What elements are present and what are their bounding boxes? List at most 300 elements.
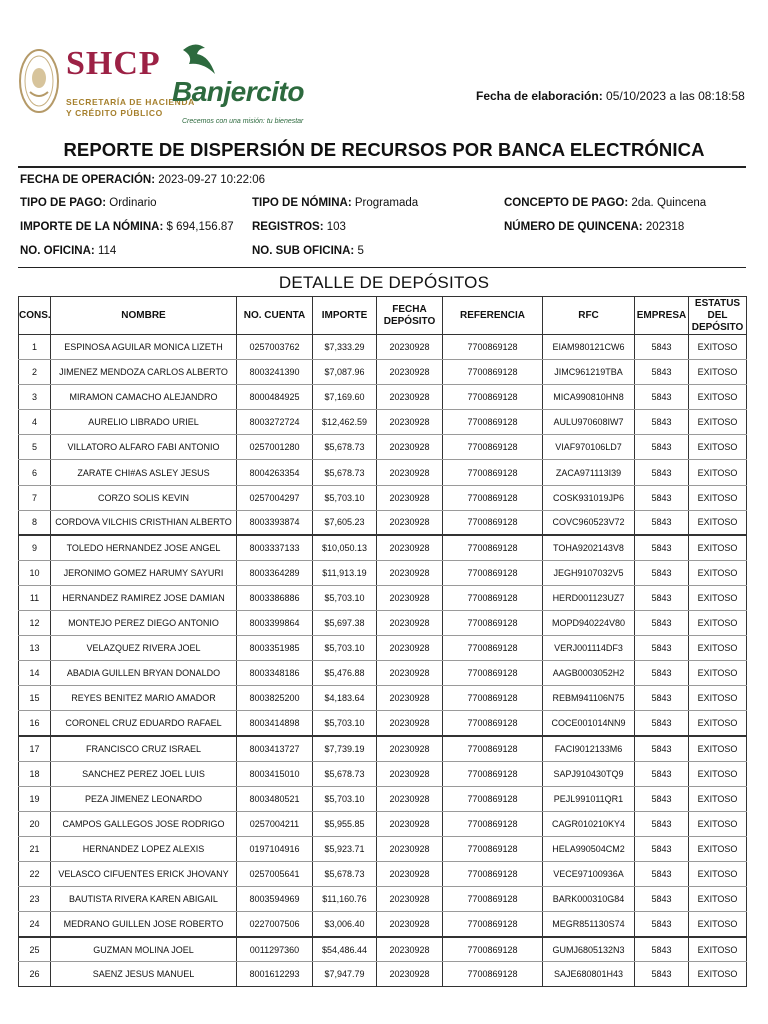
table-row <box>19 736 747 761</box>
cell-nombre: VELASCO CIFUENTES ERICK JHOVANY <box>51 861 237 886</box>
cell-rfc: GUMJ6805132N3 <box>543 937 635 962</box>
tipo-nomina-label: TIPO DE NÓMINA: <box>252 197 352 209</box>
cell-importe: $7,605.23 <box>313 510 377 535</box>
cell-cons: 24 <box>19 912 51 937</box>
no-oficina <box>20 245 116 257</box>
registros-value: 103 <box>326 221 346 233</box>
cell-estatus: EXITOSO <box>689 811 747 836</box>
tipo-nomina <box>252 197 418 209</box>
cell-rfc: COCE001014NN9 <box>543 711 635 736</box>
cell-estatus: EXITOSO <box>689 711 747 736</box>
numero-quincena-label: NÚMERO DE QUINCENA: <box>504 221 643 233</box>
tipo-pago-value: Ordinario <box>109 197 157 209</box>
cell-nombre: HERNANDEZ RAMIREZ JOSE DAMIAN <box>51 585 237 610</box>
cell-cons: 20 <box>19 811 51 836</box>
cell-cuenta: 8003393874 <box>237 510 313 535</box>
cell-empresa: 5843 <box>635 937 689 962</box>
cell-fecha: 20230928 <box>377 912 443 937</box>
deposits-table <box>18 296 747 987</box>
cell-referencia: 7700869128 <box>443 611 543 636</box>
cell-cuenta: 0257003762 <box>237 335 313 360</box>
cell-referencia: 7700869128 <box>443 360 543 385</box>
cell-estatus: EXITOSO <box>689 937 747 962</box>
cell-importe: $7,169.60 <box>313 385 377 410</box>
cell-fecha: 20230928 <box>377 811 443 836</box>
cell-importe: $5,703.10 <box>313 711 377 736</box>
col-fecha-line1: FECHA <box>392 303 427 315</box>
cell-rfc: COVC960523V72 <box>543 510 635 535</box>
no-oficina-label: NO. OFICINA: <box>20 245 95 257</box>
cell-empresa: 5843 <box>635 962 689 987</box>
cell-fecha: 20230928 <box>377 560 443 585</box>
cell-referencia: 7700869128 <box>443 535 543 560</box>
cell-fecha: 20230928 <box>377 887 443 912</box>
cell-estatus: EXITOSO <box>689 535 747 560</box>
cell-referencia: 7700869128 <box>443 661 543 686</box>
info-divider <box>18 267 746 268</box>
concepto-pago <box>504 197 706 209</box>
cell-estatus: EXITOSO <box>689 861 747 886</box>
cell-nombre: SAENZ JESUS MANUEL <box>51 962 237 987</box>
table-row <box>19 962 747 987</box>
cell-rfc: JIMC961219TBA <box>543 360 635 385</box>
concepto-pago-label: CONCEPTO DE PAGO: <box>504 197 629 209</box>
cell-empresa: 5843 <box>635 836 689 861</box>
cell-cons: 26 <box>19 962 51 987</box>
cell-importe: $5,703.10 <box>313 786 377 811</box>
cell-nombre: CORONEL CRUZ EDUARDO RAFAEL <box>51 711 237 736</box>
col-estatus-line1: ESTATUS DEL <box>694 297 741 321</box>
table-row <box>19 535 747 560</box>
table-header-row <box>19 297 747 335</box>
table-row <box>19 836 747 861</box>
col-fecha <box>377 297 443 335</box>
cell-referencia: 7700869128 <box>443 335 543 360</box>
registros-label: REGISTROS: <box>252 221 324 233</box>
cell-fecha: 20230928 <box>377 335 443 360</box>
cell-referencia: 7700869128 <box>443 711 543 736</box>
cell-fecha: 20230928 <box>377 360 443 385</box>
cell-referencia: 7700869128 <box>443 560 543 585</box>
cell-empresa: 5843 <box>635 435 689 460</box>
cell-cuenta: 0257005641 <box>237 861 313 886</box>
page-header <box>0 0 768 130</box>
cell-cuenta: 8003415010 <box>237 761 313 786</box>
cell-fecha: 20230928 <box>377 535 443 560</box>
cell-estatus: EXITOSO <box>689 686 747 711</box>
cell-empresa: 5843 <box>635 485 689 510</box>
title-divider <box>18 166 746 168</box>
table-row <box>19 510 747 535</box>
table-row <box>19 811 747 836</box>
cell-cons: 13 <box>19 636 51 661</box>
cell-nombre: PEZA JIMENEZ LEONARDO <box>51 786 237 811</box>
cell-nombre: FRANCISCO CRUZ ISRAEL <box>51 736 237 761</box>
cell-referencia: 7700869128 <box>443 410 543 435</box>
numero-quincena-value: 202318 <box>645 221 685 233</box>
cell-empresa: 5843 <box>635 861 689 886</box>
cell-cuenta: 8003386886 <box>237 585 313 610</box>
cell-referencia: 7700869128 <box>443 636 543 661</box>
cell-importe: $5,678.73 <box>313 861 377 886</box>
table-row <box>19 636 747 661</box>
cell-estatus: EXITOSO <box>689 435 747 460</box>
cell-nombre: AURELIO LIBRADO URIEL <box>51 410 237 435</box>
cell-fecha: 20230928 <box>377 937 443 962</box>
cell-estatus: EXITOSO <box>689 661 747 686</box>
cell-empresa: 5843 <box>635 686 689 711</box>
col-empresa: EMPRESA <box>635 297 689 335</box>
cell-cons: 6 <box>19 460 51 485</box>
numero-quincena <box>504 221 684 233</box>
cell-estatus: EXITOSO <box>689 962 747 987</box>
banjercito-slogan: Crecemos con una misión: tu bienestar <box>182 118 304 125</box>
table-row <box>19 460 747 485</box>
cell-estatus: EXITOSO <box>689 360 747 385</box>
cell-empresa: 5843 <box>635 811 689 836</box>
cell-cuenta: 0257001280 <box>237 435 313 460</box>
cell-cuenta: 8003272724 <box>237 410 313 435</box>
cell-referencia: 7700869128 <box>443 435 543 460</box>
cell-estatus: EXITOSO <box>689 510 747 535</box>
cell-cuenta: 8004263354 <box>237 460 313 485</box>
cell-cuenta: 8003348186 <box>237 661 313 686</box>
cell-estatus: EXITOSO <box>689 485 747 510</box>
cell-rfc: COSK931019JP6 <box>543 485 635 510</box>
cell-empresa: 5843 <box>635 335 689 360</box>
cell-rfc: MICA990810HN8 <box>543 385 635 410</box>
cell-cons: 12 <box>19 611 51 636</box>
cell-fecha: 20230928 <box>377 761 443 786</box>
cell-cuenta: 8003399864 <box>237 611 313 636</box>
table-row <box>19 887 747 912</box>
cell-importe: $7,087.96 <box>313 360 377 385</box>
cell-cons: 2 <box>19 360 51 385</box>
cell-importe: $5,697.38 <box>313 611 377 636</box>
cell-empresa: 5843 <box>635 887 689 912</box>
cell-nombre: CAMPOS GALLEGOS JOSE RODRIGO <box>51 811 237 836</box>
concepto-pago-value: 2da. Quincena <box>631 197 707 209</box>
cell-empresa: 5843 <box>635 912 689 937</box>
no-sub-oficina <box>252 245 364 257</box>
cell-nombre: TOLEDO HERNANDEZ JOSE ANGEL <box>51 535 237 560</box>
cell-rfc: FACI9012133M6 <box>543 736 635 761</box>
cell-cuenta: 0197104916 <box>237 836 313 861</box>
cell-importe: $5,703.10 <box>313 485 377 510</box>
cell-cons: 17 <box>19 736 51 761</box>
cell-nombre: JERONIMO GOMEZ HARUMY SAYURI <box>51 560 237 585</box>
cell-importe: $54,486.44 <box>313 937 377 962</box>
cell-empresa: 5843 <box>635 560 689 585</box>
table-row <box>19 585 747 610</box>
shcp-subtitle-line1: SECRETARÍA DE HACIENDA <box>66 97 195 107</box>
cell-cuenta: 8003364289 <box>237 560 313 585</box>
cell-rfc: SAJE680801H43 <box>543 962 635 987</box>
cell-importe: $7,739.19 <box>313 736 377 761</box>
table-row <box>19 861 747 886</box>
cell-estatus: EXITOSO <box>689 887 747 912</box>
cell-cons: 25 <box>19 937 51 962</box>
cell-empresa: 5843 <box>635 611 689 636</box>
cell-rfc: HELA990504CM2 <box>543 836 635 861</box>
cell-nombre: CORDOVA VILCHIS CRISTHIAN ALBERTO <box>51 510 237 535</box>
cell-fecha: 20230928 <box>377 711 443 736</box>
cell-importe: $5,678.73 <box>313 435 377 460</box>
shcp-logo-text: SHCP <box>66 45 161 82</box>
col-importe: IMPORTE <box>313 297 377 335</box>
table-row <box>19 912 747 937</box>
cell-fecha: 20230928 <box>377 836 443 861</box>
cell-fecha: 20230928 <box>377 686 443 711</box>
cell-fecha: 20230928 <box>377 786 443 811</box>
cell-fecha: 20230928 <box>377 661 443 686</box>
tipo-pago <box>20 197 157 209</box>
cell-cuenta: 8001612293 <box>237 962 313 987</box>
cell-rfc: PEJL991011QR1 <box>543 786 635 811</box>
col-referencia: REFERENCIA <box>443 297 543 335</box>
cell-estatus: EXITOSO <box>689 912 747 937</box>
shcp-subtitle-line2: Y CRÉDITO PÚBLICO <box>66 108 163 118</box>
cell-importe: $11,160.76 <box>313 887 377 912</box>
cell-estatus: EXITOSO <box>689 736 747 761</box>
cell-rfc: REBM941106N75 <box>543 686 635 711</box>
cell-referencia: 7700869128 <box>443 937 543 962</box>
cell-cons: 7 <box>19 485 51 510</box>
fecha-operacion-value: 2023-09-27 10:22:06 <box>158 174 266 186</box>
cell-rfc: SAPJ910430TQ9 <box>543 761 635 786</box>
cell-cons: 1 <box>19 335 51 360</box>
cell-cons: 3 <box>19 385 51 410</box>
cell-rfc: MEGR851130S74 <box>543 912 635 937</box>
cell-empresa: 5843 <box>635 585 689 610</box>
cell-referencia: 7700869128 <box>443 912 543 937</box>
cell-referencia: 7700869128 <box>443 861 543 886</box>
cell-cuenta: 8003825200 <box>237 686 313 711</box>
col-estatus-line2: DEPÓSITO <box>691 321 744 333</box>
cell-referencia: 7700869128 <box>443 686 543 711</box>
cell-empresa: 5843 <box>635 761 689 786</box>
cell-estatus: EXITOSO <box>689 636 747 661</box>
col-estatus <box>689 297 747 335</box>
cell-cons: 9 <box>19 535 51 560</box>
cell-empresa: 5843 <box>635 510 689 535</box>
table-row <box>19 385 747 410</box>
cell-importe: $5,703.10 <box>313 636 377 661</box>
cell-cons: 11 <box>19 585 51 610</box>
cell-cons: 19 <box>19 786 51 811</box>
cell-fecha: 20230928 <box>377 510 443 535</box>
fecha-operacion <box>20 174 265 186</box>
elaboration-value: 05/10/2023 a las 08:18:58 <box>606 89 745 103</box>
cell-nombre: REYES BENITEZ MARIO AMADOR <box>51 686 237 711</box>
mexico-seal-icon <box>18 48 60 114</box>
table-row <box>19 560 747 585</box>
cell-fecha: 20230928 <box>377 736 443 761</box>
cell-rfc: TOHA9202143V8 <box>543 535 635 560</box>
cell-estatus: EXITOSO <box>689 335 747 360</box>
cell-referencia: 7700869128 <box>443 485 543 510</box>
banjercito-bird-icon <box>175 40 225 80</box>
cell-rfc: AAGB0003052H2 <box>543 661 635 686</box>
table-row <box>19 360 747 385</box>
cell-empresa: 5843 <box>635 460 689 485</box>
table-row <box>19 937 747 962</box>
importe-nomina <box>20 221 234 233</box>
cell-cuenta: 0257004297 <box>237 485 313 510</box>
cell-importe: $5,678.73 <box>313 460 377 485</box>
cell-fecha: 20230928 <box>377 611 443 636</box>
cell-empresa: 5843 <box>635 385 689 410</box>
cell-nombre: MIRAMON CAMACHO ALEJANDRO <box>51 385 237 410</box>
cell-cons: 21 <box>19 836 51 861</box>
cell-cuenta: 8003480521 <box>237 786 313 811</box>
cell-rfc: MOPD940224V80 <box>543 611 635 636</box>
table-row <box>19 435 747 460</box>
table-row <box>19 485 747 510</box>
cell-nombre: MEDRANO GUILLEN JOSE ROBERTO <box>51 912 237 937</box>
cell-empresa: 5843 <box>635 535 689 560</box>
cell-importe: $10,050.13 <box>313 535 377 560</box>
cell-rfc: EIAM980121CW6 <box>543 335 635 360</box>
tipo-pago-label: TIPO DE PAGO: <box>20 197 107 209</box>
tipo-nomina-value: Programada <box>354 197 419 209</box>
col-rfc: RFC <box>543 297 635 335</box>
cell-nombre: GUZMAN MOLINA JOEL <box>51 937 237 962</box>
cell-rfc: BARK000310G84 <box>543 887 635 912</box>
cell-referencia: 7700869128 <box>443 510 543 535</box>
cell-cons: 16 <box>19 711 51 736</box>
cell-cons: 18 <box>19 761 51 786</box>
no-sub-oficina-label: NO. SUB OFICINA: <box>252 245 355 257</box>
cell-nombre: JIMENEZ MENDOZA CARLOS ALBERTO <box>51 360 237 385</box>
cell-referencia: 7700869128 <box>443 962 543 987</box>
cell-fecha: 20230928 <box>377 636 443 661</box>
importe-nomina-label: IMPORTE DE LA NÓMINA: <box>20 221 164 233</box>
cell-nombre: MONTEJO PEREZ DIEGO ANTONIO <box>51 611 237 636</box>
no-oficina-value: 114 <box>97 245 117 257</box>
registros <box>252 221 346 233</box>
cell-referencia: 7700869128 <box>443 460 543 485</box>
cell-estatus: EXITOSO <box>689 611 747 636</box>
cell-cons: 15 <box>19 686 51 711</box>
cell-nombre: HERNANDEZ LOPEZ ALEXIS <box>51 836 237 861</box>
table-row <box>19 410 747 435</box>
cell-cuenta: 8000484925 <box>237 385 313 410</box>
cell-fecha: 20230928 <box>377 385 443 410</box>
table-row <box>19 661 747 686</box>
table-row <box>19 611 747 636</box>
cell-empresa: 5843 <box>635 636 689 661</box>
cell-estatus: EXITOSO <box>689 560 747 585</box>
cell-cuenta: 0011297360 <box>237 937 313 962</box>
cell-cuenta: 8003337133 <box>237 535 313 560</box>
cell-rfc: VECE97100936A <box>543 861 635 886</box>
cell-cuenta: 8003594969 <box>237 887 313 912</box>
cell-importe: $5,955.85 <box>313 811 377 836</box>
cell-empresa: 5843 <box>635 360 689 385</box>
cell-referencia: 7700869128 <box>443 585 543 610</box>
cell-empresa: 5843 <box>635 661 689 686</box>
cell-cons: 4 <box>19 410 51 435</box>
cell-rfc: HERD001123UZ7 <box>543 585 635 610</box>
cell-cons: 5 <box>19 435 51 460</box>
cell-empresa: 5843 <box>635 711 689 736</box>
cell-cons: 8 <box>19 510 51 535</box>
cell-referencia: 7700869128 <box>443 887 543 912</box>
table-row <box>19 786 747 811</box>
cell-nombre: VELAZQUEZ RIVERA JOEL <box>51 636 237 661</box>
cell-importe: $7,333.29 <box>313 335 377 360</box>
cell-fecha: 20230928 <box>377 861 443 886</box>
cell-empresa: 5843 <box>635 410 689 435</box>
cell-nombre: SANCHEZ PEREZ JOEL LUIS <box>51 761 237 786</box>
cell-cuenta: 0227007506 <box>237 912 313 937</box>
cell-cons: 14 <box>19 661 51 686</box>
elaboration-date <box>476 89 745 103</box>
cell-empresa: 5843 <box>635 786 689 811</box>
fecha-operacion-label: FECHA DE OPERACIÓN: <box>20 174 156 186</box>
cell-referencia: 7700869128 <box>443 385 543 410</box>
cell-nombre: ZARATE CHI#AS ASLEY JESUS <box>51 460 237 485</box>
col-nombre: NOMBRE <box>51 297 237 335</box>
cell-importe: $5,703.10 <box>313 585 377 610</box>
cell-referencia: 7700869128 <box>443 811 543 836</box>
cell-rfc: JEGH9107032V5 <box>543 560 635 585</box>
cell-importe: $12,462.59 <box>313 410 377 435</box>
cell-nombre: ESPINOSA AGUILAR MONICA LIZETH <box>51 335 237 360</box>
detalle-title: DETALLE DE DEPÓSITOS <box>278 273 490 292</box>
cell-nombre: VILLATORO ALFARO FABI ANTONIO <box>51 435 237 460</box>
cell-estatus: EXITOSO <box>689 836 747 861</box>
report-title: REPORTE DE DISPERSIÓN DE RECURSOS POR BANCA ELECTRÓNICA <box>63 139 705 160</box>
cell-nombre: CORZO SOLIS KEVIN <box>51 485 237 510</box>
table-body <box>19 335 747 987</box>
cell-cuenta: 8003413727 <box>237 736 313 761</box>
cell-fecha: 20230928 <box>377 460 443 485</box>
cell-referencia: 7700869128 <box>443 736 543 761</box>
cell-importe: $3,006.40 <box>313 912 377 937</box>
cell-estatus: EXITOSO <box>689 460 747 485</box>
elaboration-label: Fecha de elaboración: <box>476 89 603 103</box>
cell-fecha: 20230928 <box>377 410 443 435</box>
cell-importe: $7,947.79 <box>313 962 377 987</box>
cell-cuenta: 8003241390 <box>237 360 313 385</box>
cell-cons: 10 <box>19 560 51 585</box>
cell-importe: $5,923.71 <box>313 836 377 861</box>
cell-referencia: 7700869128 <box>443 786 543 811</box>
cell-estatus: EXITOSO <box>689 585 747 610</box>
cell-rfc: AULU970608IW7 <box>543 410 635 435</box>
cell-rfc: ZACA971113I39 <box>543 460 635 485</box>
cell-importe: $5,678.73 <box>313 761 377 786</box>
cell-nombre: ABADIA GUILLEN BRYAN DONALDO <box>51 661 237 686</box>
cell-importe: $4,183.64 <box>313 686 377 711</box>
cell-cons: 23 <box>19 887 51 912</box>
cell-referencia: 7700869128 <box>443 761 543 786</box>
cell-cons: 22 <box>19 861 51 886</box>
cell-cuenta: 0257004211 <box>237 811 313 836</box>
cell-fecha: 20230928 <box>377 485 443 510</box>
cell-fecha: 20230928 <box>377 585 443 610</box>
no-sub-oficina-value: 5 <box>357 245 364 257</box>
banjercito-logo-text: Banjercito <box>172 76 304 107</box>
cell-nombre: BAUTISTA RIVERA KAREN ABIGAIL <box>51 887 237 912</box>
col-fecha-line2: DEPÓSITO <box>383 315 436 327</box>
importe-nomina-value: $ 694,156.87 <box>166 221 234 233</box>
cell-importe: $11,913.19 <box>313 560 377 585</box>
cell-empresa: 5843 <box>635 736 689 761</box>
cell-estatus: EXITOSO <box>689 761 747 786</box>
